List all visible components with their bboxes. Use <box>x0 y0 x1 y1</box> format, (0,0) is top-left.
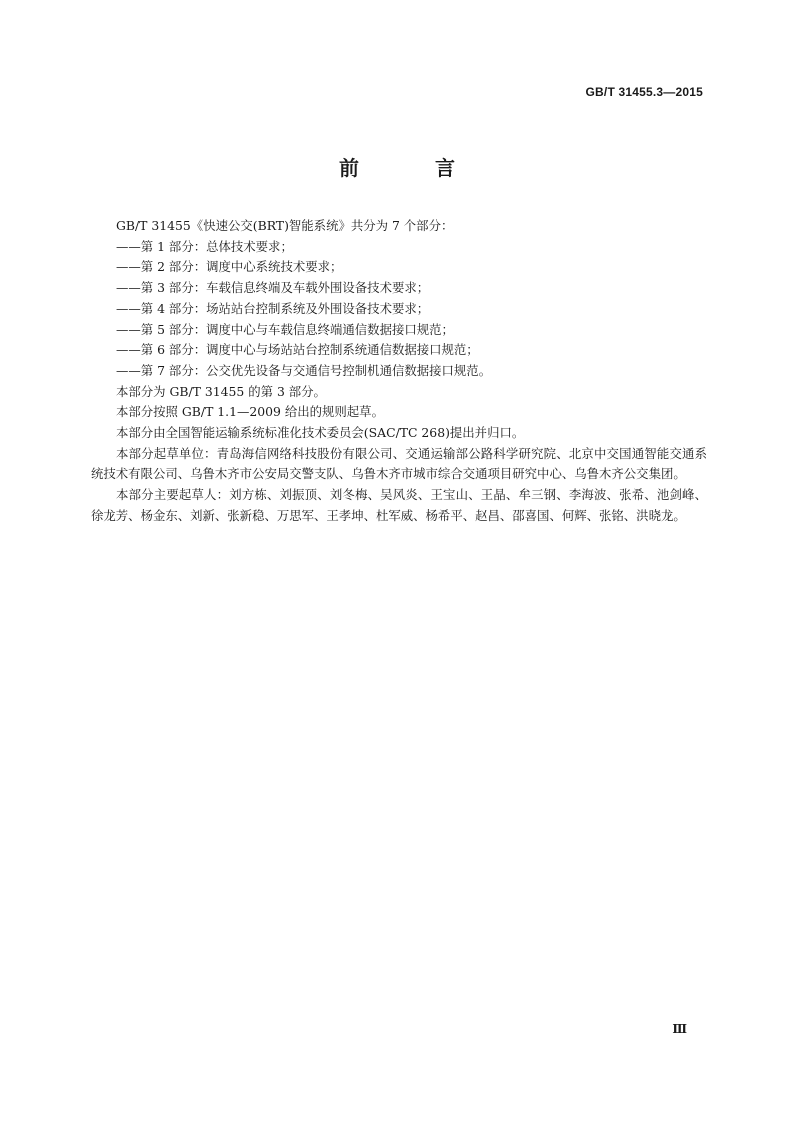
list-item: ——第 6 部分：调度中心与场站站台控制系统通信数据接口规范； <box>116 342 479 358</box>
parts-list <box>91 237 707 382</box>
part-statement: 本部分为 GB/T 31455 的第 3 部分。 <box>116 383 326 399</box>
list-item: ——第 4 部分：场站站台控制系统及外围设备技术要求； <box>116 300 430 316</box>
list-item: ——第 3 部分：车载信息终端及车载外围设备技术要求； <box>116 280 430 296</box>
drafting-rules: 本部分按照 GB/T 1.1—2009 给出的规则起草。 <box>116 404 384 420</box>
page-title: 前 言 <box>339 156 483 180</box>
proposing-committee: 本部分由全国智能运输系统标准化技术委员会(SAC/TC 268)提出并归口。 <box>116 425 525 441</box>
list-item: ——第 7 部分：公交优先设备与交通信号控制机通信数据接口规范。 <box>116 362 492 378</box>
main-drafters: 本部分主要起草人：刘方栋、刘振顶、刘冬梅、吴风炎、王宝山、王晶、牟三钢、李海波、张希、池剑峰、徐龙芳、杨金东、刘新、张新稳、万思军、王孝坤、杜军威、杨希平、赵昌、邵喜国、何辉、张铭、洪晓龙。 <box>91 487 707 523</box>
list-item: ——第 2 部分：调度中心系统技术要求； <box>116 259 343 275</box>
document-body <box>91 216 707 527</box>
standard-code: GB/T 31455.3—2015 <box>585 85 703 99</box>
list-item: ——第 5 部分：调度中心与车载信息终端通信数据接口规范； <box>116 321 454 337</box>
list-item: ——第 1 部分：总体技术要求； <box>116 238 293 254</box>
intro-paragraph: GB/T 31455《快速公交(BRT)智能系统》共分为 7 个部分： <box>116 218 454 233</box>
drafting-organizations: 本部分起草单位：青岛海信网络科技股份有限公司、交通运输部公路科学研究院、北京中交国通智能交通系统技术有限公司、乌鲁木齐市公安局交警支队、乌鲁木齐市城市综合交通项目研究中心、乌鲁木齐公交集团。 <box>91 445 707 482</box>
page-number: Ⅲ <box>672 1022 687 1036</box>
